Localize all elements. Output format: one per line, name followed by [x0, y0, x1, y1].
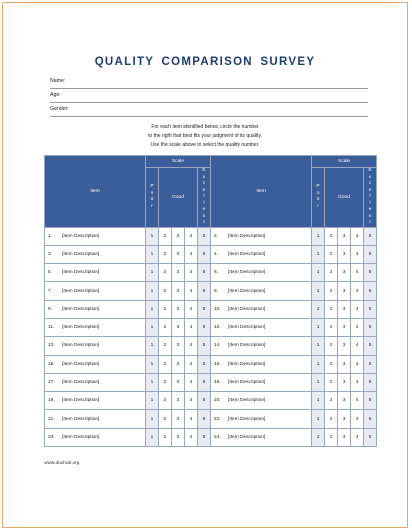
- item-header: Item: [45, 156, 146, 228]
- item-label: [Item Description]: [228, 343, 266, 349]
- item-number: 1.: [48, 233, 53, 239]
- item-label: [Item Description]: [228, 380, 266, 386]
- rating-option[interactable]: 2: [325, 300, 338, 318]
- rating-option[interactable]: 3: [172, 264, 185, 282]
- item-label: [Item Description]: [62, 434, 100, 440]
- item-label: [Item Description]: [228, 416, 266, 422]
- rating-option[interactable]: 4: [351, 392, 364, 410]
- survey-body: [45, 227, 377, 447]
- survey-table: [44, 155, 377, 447]
- item-description: [45, 318, 146, 336]
- rating-option[interactable]: 5: [364, 337, 377, 355]
- item-number: 22.: [214, 416, 221, 422]
- rating-option[interactable]: 2: [325, 227, 338, 245]
- item-description: [211, 355, 312, 373]
- rating-option[interactable]: 5: [198, 337, 211, 355]
- item-number: 16.: [214, 361, 221, 367]
- rating-option[interactable]: 4: [351, 373, 364, 391]
- rating-option[interactable]: 5: [198, 264, 211, 282]
- rating-option[interactable]: 5: [364, 264, 377, 282]
- instruction-line: to the right that best fits your judgment of its quality.: [148, 133, 262, 139]
- rating-option[interactable]: 1: [146, 318, 159, 336]
- rating-option[interactable]: 2: [325, 245, 338, 263]
- rating-option[interactable]: 4: [185, 300, 198, 318]
- item-number: 7.: [48, 288, 53, 294]
- rating-option[interactable]: 2: [159, 227, 172, 245]
- item-number: 4.: [214, 251, 219, 257]
- vertical-letter: r: [151, 203, 153, 209]
- rating-option[interactable]: 2: [325, 373, 338, 391]
- rating-option[interactable]: 4: [185, 245, 198, 263]
- item-label: [Item Description]: [62, 325, 100, 331]
- excellent-label: [368, 168, 371, 227]
- rating-option[interactable]: 5: [198, 227, 211, 245]
- gender-field[interactable]: Gender:: [50, 103, 368, 117]
- rating-option[interactable]: 4: [185, 355, 198, 373]
- item-number: 5.: [48, 270, 53, 276]
- rating-option[interactable]: 3: [172, 410, 185, 428]
- table-row: [45, 410, 377, 428]
- table-row: [45, 227, 377, 245]
- vertical-letter: t: [369, 220, 371, 225]
- item-number: 20.: [214, 398, 221, 404]
- item-number: 19.: [48, 398, 55, 404]
- table-row: [45, 428, 377, 446]
- item-label: [Item Description]: [228, 325, 266, 331]
- item-label: [Item Description]: [62, 270, 100, 276]
- item-header: Item: [211, 156, 312, 228]
- instruction-line: For each item identified below, circle the number: [151, 124, 259, 130]
- item-description: [45, 227, 146, 245]
- poor-label: [150, 184, 153, 210]
- poor-header: [312, 168, 325, 228]
- rating-option[interactable]: 2: [325, 282, 338, 300]
- rating-option[interactable]: 5: [198, 428, 211, 446]
- item-number: 8.: [214, 288, 219, 294]
- item-number: 14.: [214, 343, 221, 349]
- table-row: [45, 318, 377, 336]
- rating-option[interactable]: 5: [364, 373, 377, 391]
- table-row: [45, 373, 377, 391]
- table-row: [45, 245, 377, 263]
- excellent-header: [364, 168, 377, 228]
- item-number: 23.: [48, 434, 55, 440]
- rating-option[interactable]: 2: [325, 428, 338, 446]
- rating-option[interactable]: 1: [312, 337, 325, 355]
- rating-option[interactable]: 3: [172, 282, 185, 300]
- item-description: [45, 392, 146, 410]
- scale-header: Scale: [312, 156, 377, 168]
- rating-option[interactable]: 5: [364, 355, 377, 373]
- rating-option[interactable]: 5: [364, 410, 377, 428]
- item-description: [211, 392, 312, 410]
- rating-option[interactable]: 3: [172, 355, 185, 373]
- item-label: [Item Description]: [62, 233, 100, 239]
- rating-option[interactable]: 1: [146, 300, 159, 318]
- excellent-label: [202, 168, 205, 227]
- rating-option[interactable]: 1: [312, 264, 325, 282]
- rating-option[interactable]: 1: [312, 428, 325, 446]
- rating-option[interactable]: 4: [185, 227, 198, 245]
- item-label: [Item Description]: [228, 361, 266, 367]
- page-title: QUALITY COMPARISON SURVEY: [94, 56, 316, 68]
- rating-option[interactable]: 1: [146, 227, 159, 245]
- table-row: [45, 300, 377, 318]
- item-label: [Item Description]: [62, 398, 100, 404]
- rating-option[interactable]: 4: [185, 392, 198, 410]
- item-description: [45, 410, 146, 428]
- item-description: [45, 428, 146, 446]
- vertical-letter: o: [316, 197, 320, 203]
- rating-option[interactable]: 5: [198, 392, 211, 410]
- vertical-letter: n: [202, 213, 206, 219]
- item-description: [211, 373, 312, 391]
- rating-option[interactable]: 4: [351, 318, 364, 336]
- table-row: [45, 355, 377, 373]
- item-number: 10.: [214, 306, 221, 312]
- excellent-header: [198, 168, 211, 228]
- rating-option[interactable]: 1: [146, 410, 159, 428]
- good-header: Good: [159, 168, 198, 228]
- rating-option[interactable]: 4: [185, 410, 198, 428]
- vertical-letter: t: [203, 220, 205, 225]
- item-number: 12.: [214, 325, 221, 331]
- item-description: [45, 300, 146, 318]
- item-label: [Item Description]: [62, 343, 100, 349]
- rating-option[interactable]: 4: [351, 245, 364, 263]
- rating-option[interactable]: 2: [159, 300, 172, 318]
- vertical-letter: o: [316, 190, 320, 196]
- rating-option[interactable]: 4: [351, 300, 364, 318]
- item-description: [45, 337, 146, 355]
- item-label: [Item Description]: [228, 398, 266, 404]
- vertical-letter: E: [202, 168, 206, 173]
- vertical-letter: x: [202, 174, 206, 180]
- rating-option[interactable]: 1: [312, 373, 325, 391]
- rating-option[interactable]: 5: [364, 392, 377, 410]
- item-label: [Item Description]: [228, 233, 266, 239]
- rating-option[interactable]: 1: [146, 355, 159, 373]
- item-label: [Item Description]: [228, 306, 266, 312]
- vertical-letter: l: [369, 194, 371, 199]
- vertical-letter: e: [202, 207, 206, 212]
- name-field[interactable]: Name:: [50, 75, 368, 89]
- rating-option[interactable]: 4: [351, 355, 364, 373]
- item-description: [45, 264, 146, 282]
- rating-option[interactable]: 2: [325, 264, 338, 282]
- rating-option[interactable]: 5: [198, 318, 211, 336]
- rating-option[interactable]: 1: [146, 428, 159, 446]
- vertical-letter: e: [202, 187, 206, 193]
- rating-option[interactable]: 3: [338, 373, 351, 391]
- rating-option[interactable]: 1: [146, 392, 159, 410]
- rating-option[interactable]: 4: [185, 282, 198, 300]
- rating-option[interactable]: 2: [325, 318, 338, 336]
- rating-option[interactable]: 4: [185, 318, 198, 336]
- item-description: [211, 300, 312, 318]
- item-label: [Item Description]: [62, 416, 100, 422]
- item-label: [Item Description]: [228, 288, 266, 294]
- rating-option[interactable]: 3: [172, 318, 185, 336]
- rating-option[interactable]: 5: [364, 282, 377, 300]
- rating-option[interactable]: 2: [325, 410, 338, 428]
- rating-option[interactable]: 4: [351, 410, 364, 428]
- rating-option[interactable]: 5: [364, 245, 377, 263]
- item-description: [211, 245, 312, 263]
- item-number: 13.: [48, 343, 55, 349]
- rating-option[interactable]: 3: [338, 428, 351, 446]
- table-row: [45, 282, 377, 300]
- rating-option[interactable]: 1: [312, 227, 325, 245]
- item-label: [Item Description]: [228, 270, 266, 276]
- rating-option[interactable]: 5: [364, 428, 377, 446]
- item-number: 17.: [48, 380, 55, 386]
- age-field[interactable]: Age:: [50, 89, 368, 103]
- item-number: 9.: [48, 306, 53, 312]
- item-number: 3.: [48, 251, 53, 257]
- vertical-letter: l: [369, 200, 371, 206]
- table-row: [45, 337, 377, 355]
- rating-option[interactable]: 3: [172, 392, 185, 410]
- item-label: [Item Description]: [62, 380, 100, 386]
- vertical-letter: P: [150, 184, 154, 190]
- instruction-line: Use the scale above to select the quality number.: [150, 142, 260, 148]
- rating-option[interactable]: 3: [338, 392, 351, 410]
- item-label: [Item Description]: [228, 434, 266, 440]
- vertical-letter: e: [368, 207, 372, 212]
- item-description: [45, 245, 146, 263]
- vertical-letter: P: [316, 184, 320, 190]
- rating-option[interactable]: 1: [312, 245, 325, 263]
- item-description: [211, 428, 312, 446]
- item-label: [Item Description]: [228, 251, 266, 257]
- rating-option[interactable]: 3: [338, 300, 351, 318]
- item-number: 24.: [214, 434, 221, 440]
- rating-option[interactable]: 5: [198, 245, 211, 263]
- rating-option[interactable]: 2: [159, 318, 172, 336]
- rating-option[interactable]: 3: [172, 373, 185, 391]
- rating-option[interactable]: 1: [312, 300, 325, 318]
- rating-option[interactable]: 1: [312, 282, 325, 300]
- rating-option[interactable]: 5: [198, 410, 211, 428]
- table-row: [45, 264, 377, 282]
- rating-option[interactable]: 5: [198, 373, 211, 391]
- rating-option[interactable]: 2: [159, 355, 172, 373]
- vertical-letter: l: [203, 200, 205, 206]
- rating-option[interactable]: 3: [172, 227, 185, 245]
- rating-option[interactable]: 1: [146, 337, 159, 355]
- rating-option[interactable]: 4: [185, 428, 198, 446]
- rating-option[interactable]: 5: [198, 300, 211, 318]
- item-number: 18.: [214, 380, 221, 386]
- rating-option[interactable]: 2: [159, 428, 172, 446]
- item-label: [Item Description]: [62, 361, 100, 367]
- item-number: 21.: [48, 416, 55, 422]
- poor-label: [316, 184, 319, 210]
- rating-option[interactable]: 2: [159, 373, 172, 391]
- rating-option[interactable]: 3: [338, 227, 351, 245]
- vertical-letter: l: [203, 194, 205, 199]
- instructions: [3, 123, 407, 150]
- rating-option[interactable]: 3: [338, 264, 351, 282]
- item-description: [211, 410, 312, 428]
- rating-option[interactable]: 4: [351, 282, 364, 300]
- footer-website: www.doxhub.org: [44, 461, 80, 466]
- item-description: [211, 318, 312, 336]
- rating-option[interactable]: 3: [338, 282, 351, 300]
- rating-option[interactable]: 2: [159, 264, 172, 282]
- item-description: [211, 227, 312, 245]
- rating-option[interactable]: 1: [146, 282, 159, 300]
- rating-option[interactable]: 4: [351, 227, 364, 245]
- rating-option[interactable]: 3: [338, 337, 351, 355]
- vertical-letter: e: [368, 187, 372, 193]
- vertical-letter: o: [150, 190, 154, 196]
- rating-option[interactable]: 1: [146, 245, 159, 263]
- item-description: [211, 282, 312, 300]
- rating-option[interactable]: 3: [338, 245, 351, 263]
- item-number: 11.: [48, 325, 55, 331]
- rating-option[interactable]: 2: [159, 337, 172, 355]
- vertical-letter: E: [368, 168, 372, 173]
- rating-option[interactable]: 2: [159, 392, 172, 410]
- vertical-letter: c: [202, 181, 206, 186]
- rating-option[interactable]: 2: [159, 245, 172, 263]
- item-label: [Item Description]: [62, 251, 100, 257]
- item-number: 15.: [48, 361, 55, 367]
- rating-option[interactable]: 1: [312, 318, 325, 336]
- vertical-letter: c: [368, 181, 372, 186]
- rating-option[interactable]: 5: [198, 355, 211, 373]
- vertical-letter: o: [150, 197, 154, 203]
- rating-option[interactable]: 4: [185, 373, 198, 391]
- scale-header: Scale: [146, 156, 211, 168]
- rating-option[interactable]: 1: [312, 410, 325, 428]
- rating-option[interactable]: 4: [185, 264, 198, 282]
- rating-option[interactable]: 4: [185, 337, 198, 355]
- item-label: [Item Description]: [62, 288, 100, 294]
- poor-header: [146, 168, 159, 228]
- rating-option[interactable]: 2: [159, 410, 172, 428]
- rating-option[interactable]: 1: [146, 373, 159, 391]
- rating-option[interactable]: 2: [325, 355, 338, 373]
- rating-option[interactable]: 5: [364, 318, 377, 336]
- item-label: [Item Description]: [62, 306, 100, 312]
- rating-option[interactable]: 3: [172, 300, 185, 318]
- item-description: [45, 355, 146, 373]
- vertical-letter: r: [317, 203, 319, 209]
- rating-option[interactable]: 1: [312, 355, 325, 373]
- rating-option[interactable]: 3: [172, 428, 185, 446]
- rating-option[interactable]: 2: [325, 392, 338, 410]
- rating-option[interactable]: 3: [338, 355, 351, 373]
- item-description: [211, 337, 312, 355]
- item-number: 6.: [214, 270, 219, 276]
- table-row: [45, 392, 377, 410]
- item-description: [45, 282, 146, 300]
- rating-option[interactable]: 3: [338, 410, 351, 428]
- rating-option[interactable]: 5: [198, 282, 211, 300]
- rating-option[interactable]: 4: [351, 428, 364, 446]
- vertical-letter: n: [368, 213, 372, 219]
- rating-option[interactable]: 3: [172, 337, 185, 355]
- item-description: [211, 264, 312, 282]
- rating-option[interactable]: 2: [325, 337, 338, 355]
- item-description: [45, 373, 146, 391]
- rating-option[interactable]: 5: [364, 300, 377, 318]
- rating-option[interactable]: 2: [159, 282, 172, 300]
- rating-option[interactable]: 1: [146, 264, 159, 282]
- rating-option[interactable]: 3: [172, 245, 185, 263]
- rating-option[interactable]: 3: [338, 318, 351, 336]
- rating-option[interactable]: 4: [351, 337, 364, 355]
- good-header: Good: [325, 168, 364, 228]
- rating-option[interactable]: 5: [364, 227, 377, 245]
- vertical-letter: x: [368, 174, 372, 180]
- rating-option[interactable]: 4: [351, 264, 364, 282]
- rating-option[interactable]: 1: [312, 392, 325, 410]
- item-number: 2.: [214, 233, 219, 239]
